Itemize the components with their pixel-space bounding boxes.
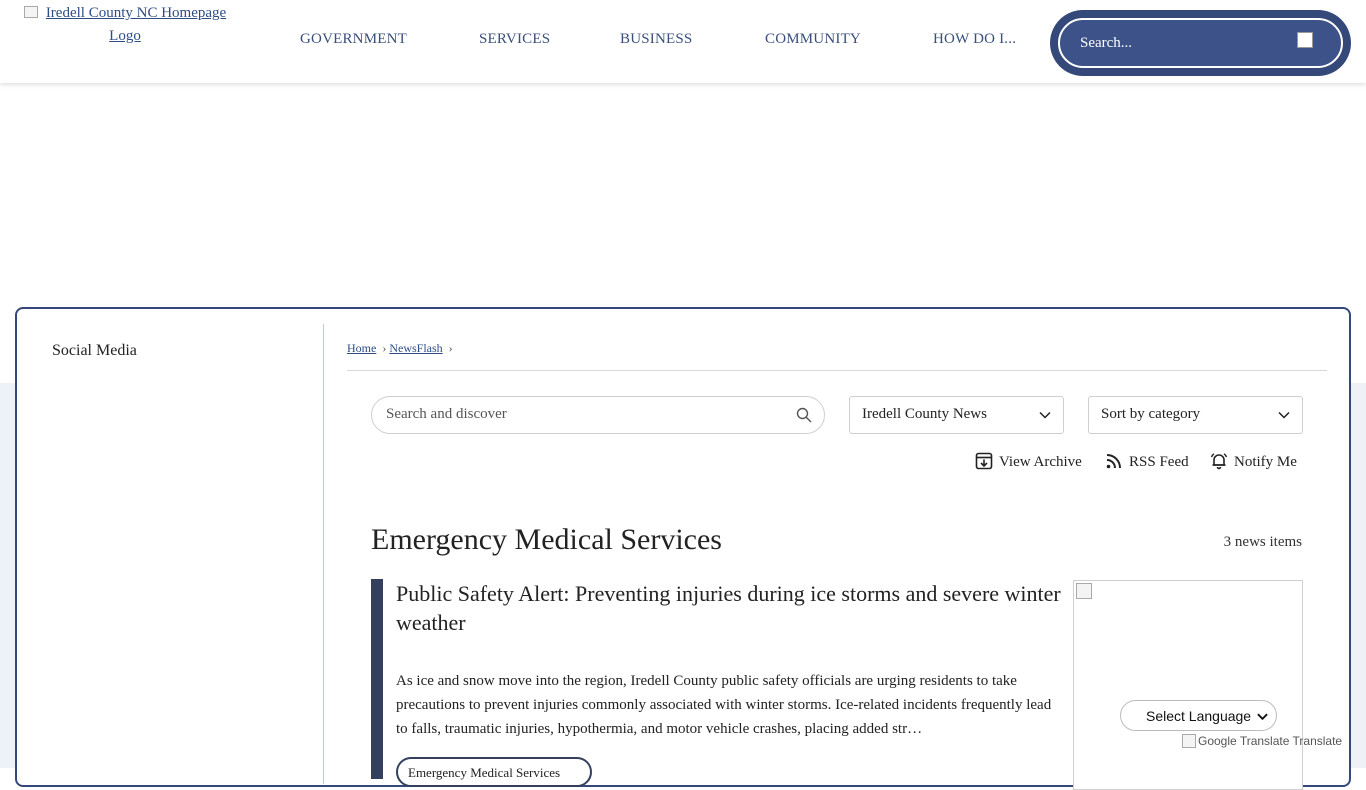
rss-feed-link[interactable] xyxy=(1105,452,1189,471)
breadcrumb xyxy=(347,341,456,356)
site-logo-link[interactable] xyxy=(14,2,236,48)
notify-me-label: Notify Me xyxy=(1234,454,1297,470)
broken-image-icon xyxy=(1076,583,1092,599)
archive-icon xyxy=(975,452,993,470)
google-translate-credit xyxy=(1182,734,1342,748)
header-search-placeholder: Search... xyxy=(1080,35,1133,51)
nav-government[interactable]: GOVERNMENT xyxy=(300,31,407,47)
language-select-value: Select Language xyxy=(1146,708,1252,724)
breadcrumb-divider xyxy=(347,370,1327,371)
language-select[interactable] xyxy=(1120,700,1277,731)
rss-feed-label: RSS Feed xyxy=(1129,454,1189,470)
rss-icon xyxy=(1105,452,1123,470)
chevron-down-icon xyxy=(1278,409,1290,421)
breadcrumb-home[interactable]: Home xyxy=(347,341,377,355)
nav-business[interactable]: BUSINESS xyxy=(620,31,693,47)
news-item-excerpt: As ice and snow move into the region, Iredell County public safety officials are urging residents to take precautions to prevent injuries commonly associated with winter storms. Ice-related incidents frequently lead to falls, traumatic injuries, hypothermia, and motor vehicle crashes, placing added str… xyxy=(396,673,1052,737)
sidebar-social-media[interactable]: Social Media xyxy=(52,342,137,359)
view-archive-link[interactable] xyxy=(975,452,1082,471)
news-search-placeholder: Search and discover xyxy=(386,406,507,422)
category-heading: Emergency Medical Services xyxy=(371,523,722,556)
breadcrumb-separator: › xyxy=(382,341,387,355)
sort-select[interactable] xyxy=(1088,396,1303,434)
breadcrumb-newsflash[interactable]: NewsFlash xyxy=(389,341,443,355)
search-submit-icon[interactable] xyxy=(1297,32,1313,48)
news-search-input[interactable] xyxy=(371,396,825,434)
view-archive-label: View Archive xyxy=(999,454,1082,470)
news-item-title[interactable]: Public Safety Alert: Preventing injuries during ice storms and severe winter weather xyxy=(396,581,1061,635)
sort-select-value: Sort by category xyxy=(1101,406,1201,422)
nav-how-do-i[interactable]: HOW DO I... xyxy=(933,31,1017,47)
chevron-down-icon xyxy=(1257,711,1268,722)
header-search-input[interactable] xyxy=(1058,18,1343,68)
site-header xyxy=(0,0,1366,83)
news-item-category-tag[interactable]: Emergency Medical Services xyxy=(396,757,592,787)
news-item-count: 3 news items xyxy=(1223,534,1302,550)
news-item-thumbnail[interactable] xyxy=(1073,580,1303,790)
bell-icon xyxy=(1210,452,1228,470)
translate-suffix[interactable]: Translate xyxy=(1292,734,1343,748)
nav-services[interactable]: SERVICES xyxy=(479,31,551,47)
news-item xyxy=(371,579,1061,779)
google-translate-alt: Google Translate xyxy=(1198,734,1290,748)
category-select[interactable] xyxy=(849,396,1064,434)
sidebar-divider xyxy=(323,324,324,784)
broken-image-icon xyxy=(24,6,38,18)
header-search xyxy=(1050,10,1351,76)
chevron-down-icon xyxy=(1039,409,1051,421)
search-icon[interactable] xyxy=(796,407,812,423)
nav-community[interactable]: COMMUNITY xyxy=(765,31,861,47)
breadcrumb-separator: › xyxy=(448,341,453,355)
category-select-value: Iredell County News xyxy=(862,406,987,422)
news-item-accent-bar xyxy=(371,579,383,779)
logo-alt-text: Iredell County NC Homepage Logo xyxy=(45,5,227,44)
google-logo-icon xyxy=(1182,734,1196,748)
notify-me-link[interactable] xyxy=(1210,452,1297,471)
